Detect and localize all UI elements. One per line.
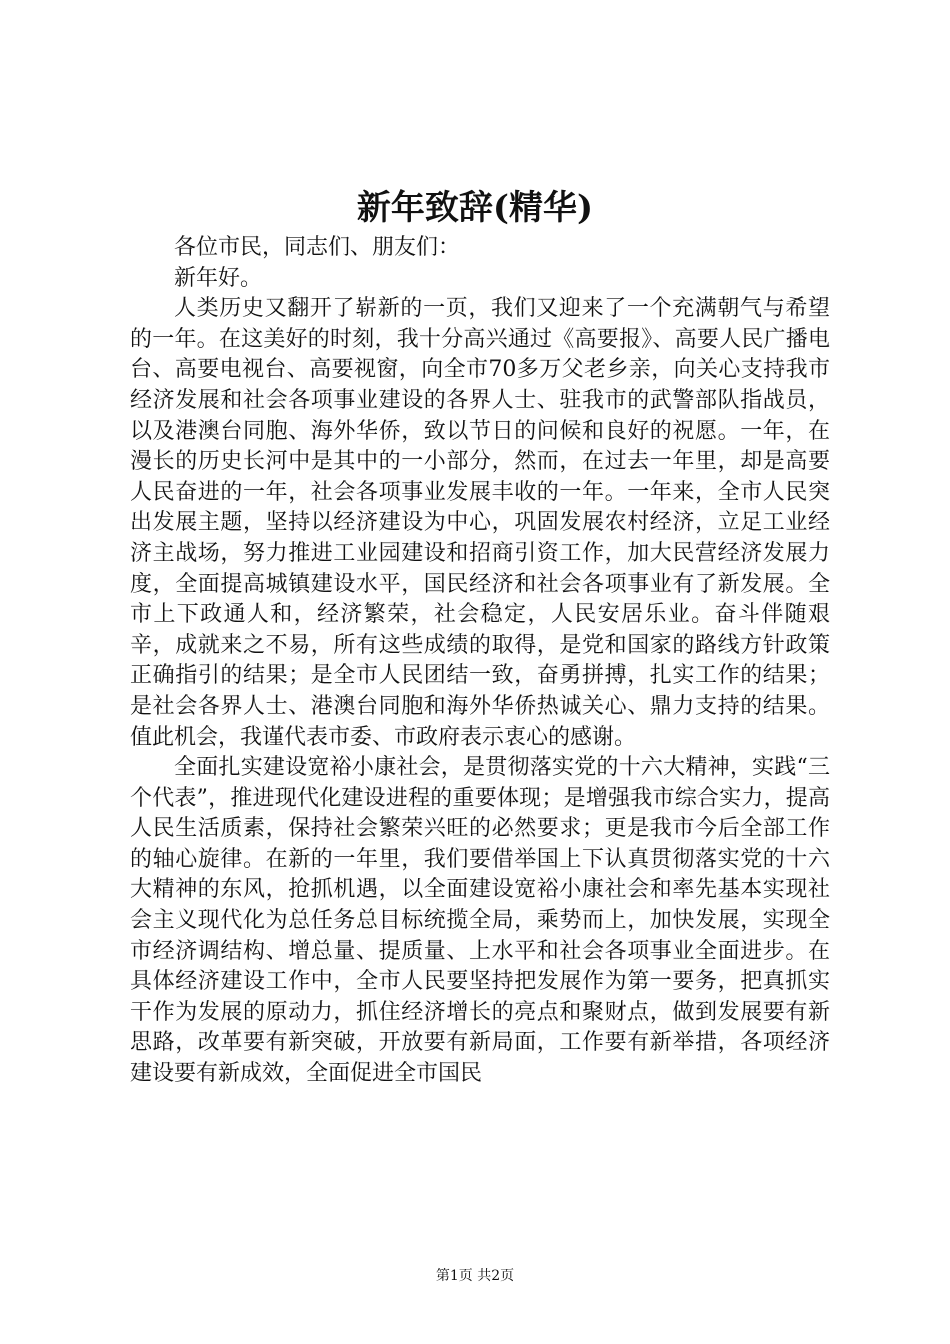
salutation-line: 新年好。	[174, 265, 263, 291]
paragraph-2: 全面扎实建设宽裕小康社会，是贯彻落实党的十六大精神，实践“三个代表”，推进现代化建设进程的重要体现；是增强我市综合实力，提高人民生活质素，保持社会繁荣兴旺的必然要求；更是我市今后全部工作的轴心旋律。在新的一年里，我们要借举国上下认真贯彻落实党的十六大精神的东风，抢抓机遇，以全面建设宽裕小康社会和率先基本实现社会主义现代化为总任务总目标统揽全局，乘势而上，加快发展，实现全市经济调结构、增总量、提质量、上水平和社会各项事业全面进步。在具体经济建设工作中，全市人民要坚持把发展作为第一要务，把真抓实干作为发展的原动力，抓住经济增长的亮点和聚财点，做到发展要有新思路，改革要有新突破，开放要有新局面，工作要有新举措，各项经济建设要有新成效，全面促进全市国民	[130, 755, 830, 1087]
greeting-line: 各位市民，同志们、朋友们：	[174, 235, 461, 260]
document-title: 新年致辞(精华)	[356, 188, 594, 228]
document-body	[130, 233, 830, 1090]
page-footer: 第1页 共2页	[435, 1268, 515, 1284]
paragraph-1: 人类历史又翻开了崭新的一页，我们又迎来了一个充满朝气与希望的一年。在这美好的时刻，我十分高兴通过《高要报》、高要人民广播电台、高要电视台、高要视窗，向全市70多万父老乡亲，向关心支持我市经济发展和社会各项事业建设的各界人士、驻我市的武警部队指战员，以及港澳台同胞、海外华侨，致以节日的问候和良好的祝愿。一年，在漫长的历史长河中是其中的一小部分，然而，在过去一年里，却是高要人民奋进的一年，社会各项事业发展丰收的一年。一年来，全市人民突出发展主题，坚持以经济建设为中心，巩固发展农村经济，立足工业经济主战场，努力推进工业园建设和招商引资工作，加大民营经济发展力度，全面提高城镇建设水平，国民经济和社会各项事业有了新发展。全市上下政通人和，经济繁荣，社会稳定，人民安居乐业。奋斗伴随艰辛，成就来之不易，所有这些成绩的取得，是党和国家的路线方针政策正确指引的结果；是全市人民团结一致，奋勇拼搏，扎实工作的结果；是社会各界人士、港澳台同胞和海外华侨热诚关心、鼎力支持的结果。值此机会，我谨代表市委、市政府表示衷心的感谢。	[130, 296, 830, 750]
